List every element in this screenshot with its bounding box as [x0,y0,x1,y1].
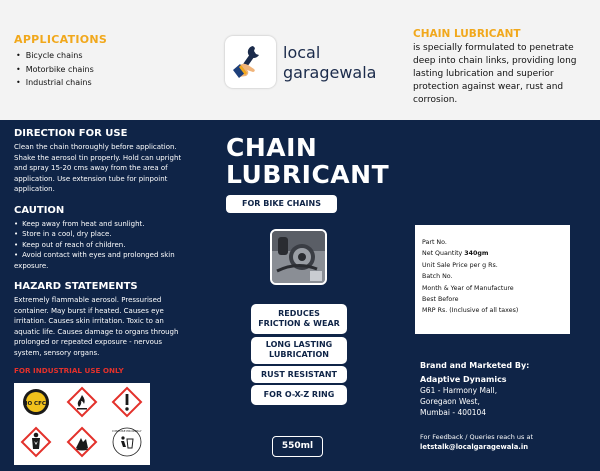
feedback-section [420,432,533,452]
mechanic-hand-wrench-icon [225,36,276,88]
feature-badge [251,366,347,383]
batch-no-label: Batch No. [422,273,453,281]
company-name: Adaptive Dynamics [420,375,507,384]
feature-line-1: LONG LASTING [265,340,333,349]
product-subtitle-badge: FOR BIKE CHAINS [226,195,337,213]
list-item: • Industrial chains [16,76,94,90]
bike-chain-photo [270,229,327,285]
product-title-line-2: LUBRICANT [226,160,390,189]
feature-line-1: REDUCES [278,309,320,318]
mrp-label: MRP Rs. (Inclusive of all taxes) [422,307,519,315]
health-hazard-icon [22,428,50,456]
hazard-text: Extremely flammable aerosol. Pressurised container. May burst if heated. Causes eye irritation. Causes skin irritation. Toxic to an aquatic life. Causes damage to organs through prolonged or repeated exposure - nervous system, sensory organs. [14,296,179,357]
brand-line-2: garagewala [283,63,377,82]
volume-badge: 550ml [272,436,323,457]
brand-line-1: local [283,43,321,62]
hazard-symbols-panel [14,383,150,465]
unit-sale-price-label: Unit Sale Price per g Rs. [422,261,498,269]
product-info-box [415,225,570,334]
list-item: • Avoid contact with eyes and prolonged skin exposure. [14,250,189,271]
feature-line-1: RUST RESISTANT [261,370,337,379]
list-item: • Motorbike chains [16,63,94,77]
feature-line-2: FRICTION & WEAR [258,319,340,328]
list-item: • Store in a cool, dry place. [14,229,189,240]
caution-list [14,219,189,272]
directions-title: DIRECTION FOR USE [14,128,128,139]
net-quantity-label: Net Quantity [422,250,463,258]
feature-badge [251,337,347,364]
address-line: Goregaon West, [420,397,480,406]
list-item: • Keep away from heat and sunlight. [14,219,189,230]
caution-title: CAUTION [14,204,65,216]
dispose-label: DISPOSE PROPERLY [112,429,142,433]
exclamation-warning-icon [113,388,141,416]
manufacture-date-label: Month & Year of Manufacture [422,284,514,292]
feedback-text: For Feedback / Queries reach us at [420,433,534,441]
industrial-use-note: FOR INDUSTRIAL USE ONLY [14,366,124,375]
no-cfc-badge-icon [23,389,50,415]
part-no-label: Part No. [422,239,447,246]
feedback-email-link[interactable]: letstalk@localgaragewala.in [420,443,529,451]
brand-name [283,43,376,83]
no-cfc-label: NO CFCs [22,401,50,407]
feature-badge [251,304,347,334]
net-quantity-value: 340gm [464,250,489,258]
product-title-line-1: CHAIN [226,133,318,162]
marketed-heading: Brand and Marketed By: [420,361,530,370]
directions-section [14,128,189,195]
address-line: G61 - Harmony Mall, [420,386,498,395]
dispose-properly-icon [112,428,141,456]
net-quantity-row [422,248,570,259]
applications-title: APPLICATIONS [14,33,108,46]
brand-logo [225,36,276,88]
intro-title: CHAIN LUBRICANT [413,28,521,40]
flammable-icon [68,388,96,416]
best-before-label: Best Before [422,296,459,304]
feature-line-1: FOR O-X-Z RING [263,390,335,399]
environment-hazard-icon [68,428,96,456]
applications-list [16,49,94,90]
product-title [226,134,389,188]
feature-badge [251,385,347,405]
marketed-by-section [420,361,590,418]
list-item: • Bicycle chains [16,49,94,63]
hazard-title: HAZARD STATEMENTS [14,281,138,292]
directions-text: Clean the chain thoroughly before application. Shake the aerosol tin properly. Hold can upright and spray 15-20 cms away from the area of application. Use extension tube for pinpoint application. [14,143,182,193]
left-column [14,128,189,375]
caution-section [14,205,189,272]
address-line: Mumbai - 400104 [420,408,487,417]
hazard-section [14,281,189,358]
list-item: • Keep out of reach of children. [14,240,189,251]
intro-description: is specially formulated to penetrate deep into chain links, providing long lasting lubrication and superior protection against wear, rust and corrosion. [413,43,577,105]
feature-line-2: LUBRICATION [269,350,329,359]
